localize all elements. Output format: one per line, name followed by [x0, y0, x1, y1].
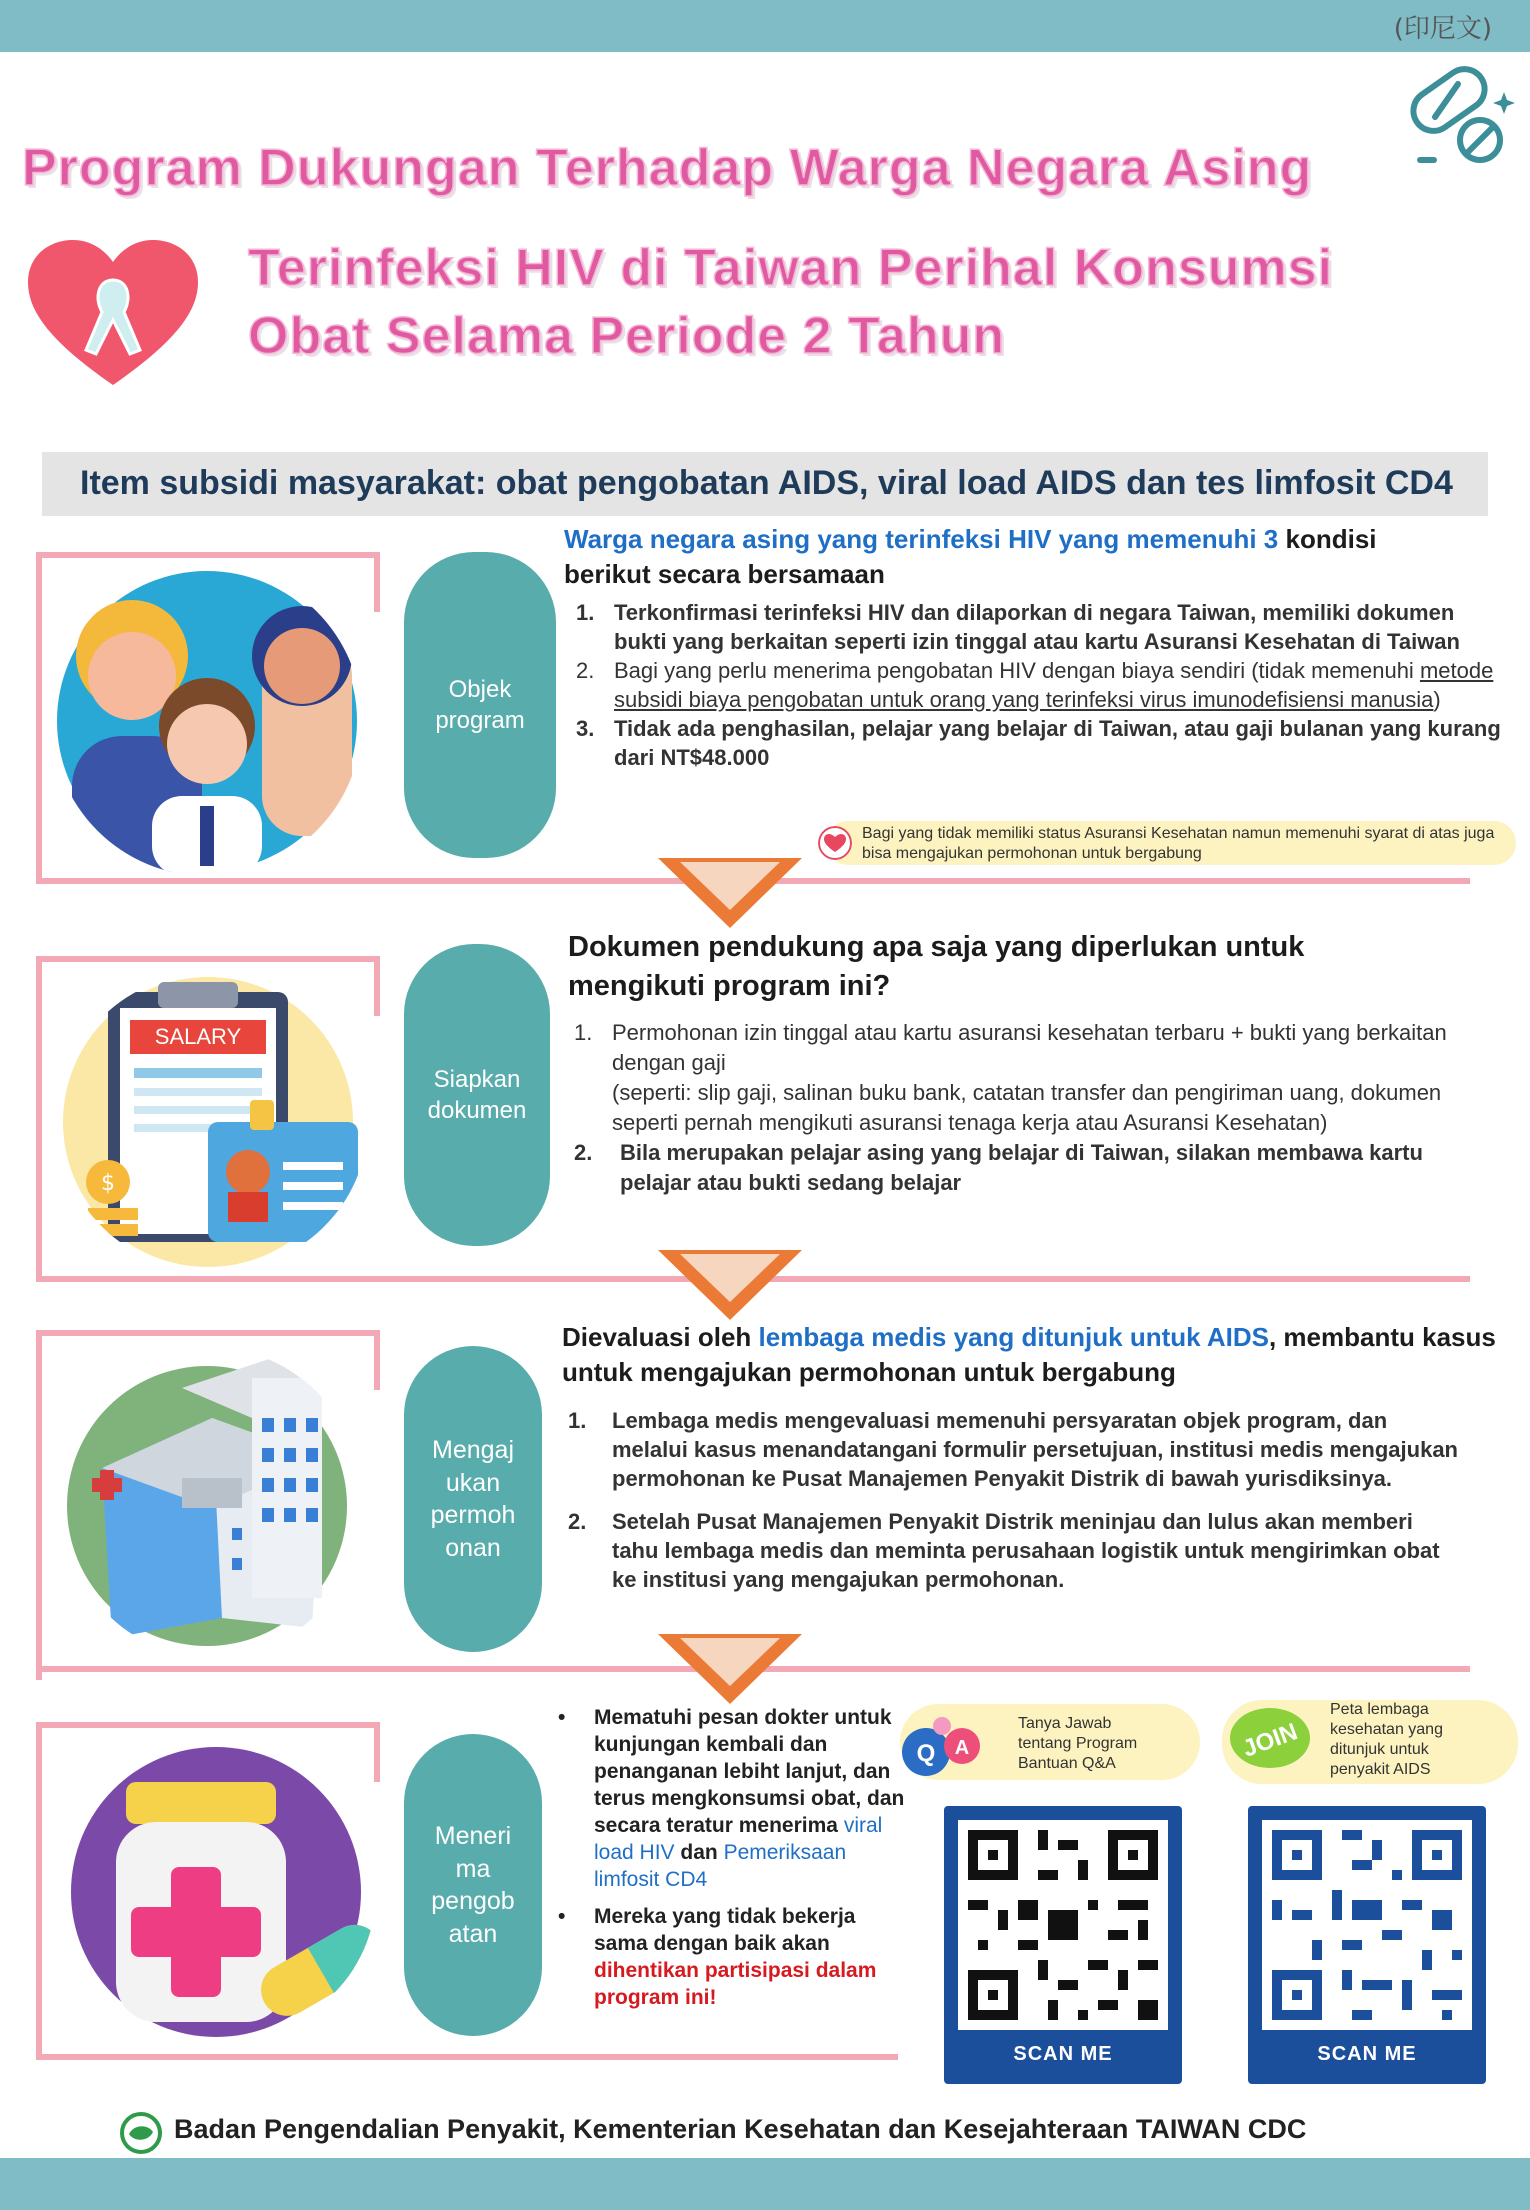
section1-frame-left — [36, 552, 42, 884]
qa-qr-code[interactable] — [944, 1806, 1182, 2084]
list-text: Bagi yang perlu menerima pengobatan HIV dengan biaya sendiri (tidak memenuhi — [614, 658, 1420, 683]
map-bubble-text: Peta lembaga kesehatan yang ditunjuk untuk penyakit AIDS — [1330, 1701, 1443, 1778]
list-text-close: ) — [1433, 687, 1441, 712]
hospital-illustration — [62, 1348, 362, 1658]
language-tag: (印尼文) — [1393, 14, 1492, 44]
section2-frame-top — [36, 956, 380, 962]
section1-heading — [564, 522, 1464, 592]
step-arrow-2-inner — [680, 1254, 780, 1302]
section4-bullets — [556, 1704, 906, 2021]
viral-load-text: viral load HIV — [594, 1814, 883, 1864]
list-text: Terkonfirmasi terinfeksi HIV dan dilaporkan di negara Taiwan, memiliki dokumen bukti yang berkaitan seperti izin tinggal atau kartu Asuransi Kesehatan di Taiwan — [614, 600, 1460, 654]
list-number: 2. — [568, 1509, 587, 1534]
section2-heading: Dokumen pendukung apa saja yang diperlukan untuk mengikuti program ini? — [568, 931, 1305, 1003]
list-text: Setelah Pusat Manajemen Penyakit Distrik meninjau dan lulus akan memberi tahu lembaga medis dan meminta perusahaan logistik untuk mengirimkan obat ke institusi yang mengajukan permohonan. — [612, 1509, 1440, 1592]
top-bar — [0, 0, 1530, 52]
list-number: 1. — [574, 1020, 593, 1045]
section3-frame-left — [36, 1330, 42, 1680]
medicine-illustration — [56, 1742, 376, 2042]
subsidy-method-underline: metode subsidi biaya pengobatan untuk orang yang terinfeksi virus imunodefisiensi manusia — [614, 658, 1494, 712]
section3-heading-a: Dievaluasi oleh — [562, 1322, 759, 1352]
list-item — [568, 598, 1508, 656]
svg-text:A: A — [954, 1737, 970, 1759]
map-qr-code[interactable] — [1248, 1806, 1486, 2084]
footer-agency — [174, 2114, 1306, 2145]
list-number: 1. — [568, 1408, 587, 1433]
scan-me-label: SCAN ME — [1013, 2043, 1113, 2065]
section3-list — [560, 1406, 1460, 1594]
footer-text: Badan Pengendalian Penyakit, Kementerian Kesehatan dan Kesejahteraan TAIWAN CDC — [174, 2114, 1307, 2144]
heart-ribbon-icon — [28, 240, 198, 390]
qr-code-icon — [958, 1820, 1168, 2030]
bullet-item — [556, 1903, 906, 2011]
section3-frame-top — [36, 1330, 380, 1336]
list-item — [566, 1018, 1486, 1138]
bullet-text-join: dan — [674, 1841, 724, 1864]
section4-frame-left — [36, 1722, 42, 2060]
people-illustration — [52, 566, 362, 876]
section2-frame-right — [374, 956, 380, 1016]
list-item — [566, 1138, 1486, 1198]
section2-label: Siapkan dokumen — [404, 944, 550, 1246]
list-text: Lembaga medis mengevaluasi memenuhi persyaratan objek program, dan melalui kasus menandatangani formulir persetujuan, institusi medis mengajukan permohonan ke Pusat Manajemen Penyakit Distrik di bawah yurisdiksinya. — [612, 1408, 1458, 1491]
page-title-line-2: Terinfeksi HIV di Taiwan Perihal Konsumsi — [248, 239, 1334, 297]
section3-heading-b: , membantu kasus untuk mengajukan permohonan untuk bergabung — [562, 1322, 1496, 1388]
section4-label: Meneri ma pengob atan — [404, 1734, 542, 2036]
qa-icon — [898, 1716, 990, 1786]
scan-me-label: SCAN ME — [1317, 2043, 1417, 2065]
list-subtext: (seperti: slip gaji, salinan buku bank, catatan transfer dan pengiriman uang, dokumen seperti pernah mengikuti asuransi tenaga kerja atau Asuransi Kesehatan) — [612, 1080, 1442, 1135]
list-item — [560, 1507, 1460, 1594]
list-number: 2. — [574, 1140, 593, 1165]
section4-frame-bottom — [36, 2054, 898, 2060]
section3-heading — [562, 1320, 1502, 1390]
qa-bubble-text: Tanya Jawab tentang Program Bantuan Q&A — [1018, 1715, 1138, 1772]
list-item — [560, 1406, 1460, 1493]
section4-frame-top — [36, 1722, 380, 1728]
qr-area — [958, 1820, 1168, 2030]
heart-icon — [818, 826, 852, 860]
section1-heading-blue: Warga negara asing yang terinfeksi HIV yang memenuhi 3 — [564, 524, 1279, 554]
subsidy-banner: Item subsidi masyarakat: obat pengobatan AIDS, viral load AIDS dan tes limfosit CD4 — [42, 452, 1488, 516]
section1-frame-top — [36, 552, 380, 558]
taiwan-cdc-logo — [120, 2112, 162, 2154]
list-text: Tidak ada penghasilan, pelajar yang belajar di Taiwan, atau gaji bulanan yang kurang dari NT$48.000 — [614, 716, 1501, 770]
bullet-item — [556, 1704, 906, 1893]
cd4-test-text: Pemeriksaan limfosit CD4 — [594, 1841, 847, 1891]
list-text: Bila merupakan pelajar asing yang belajar di Taiwan, silakan membawa kartu pelajar atau bukti sedang belajar — [620, 1140, 1423, 1195]
pill-icon — [1400, 62, 1520, 172]
designated-medical-institution: lembaga medis yang ditunjuk untuk AIDS — [758, 1322, 1269, 1352]
svg-text:Q: Q — [916, 1740, 936, 1767]
join-icon — [1222, 1700, 1322, 1784]
list-item — [568, 656, 1508, 714]
list-number: 3. — [576, 716, 595, 741]
list-number: 2. — [576, 658, 595, 683]
section3-label: Mengaj ukan permoh onan — [404, 1346, 542, 1652]
salary-document-illustration — [58, 972, 368, 1272]
list-item — [568, 714, 1508, 772]
section3-frame-right — [374, 1330, 380, 1390]
join-tag: JOIN — [1239, 1718, 1302, 1763]
salary-tag: SALARY — [154, 1024, 242, 1049]
qr-area — [1262, 1820, 1472, 2030]
bottom-bar — [0, 2158, 1530, 2210]
page-title-line-3: Obat Selama Periode 2 Tahun — [248, 307, 1006, 365]
section2-list — [566, 1018, 1486, 1198]
termination-warning: dihentikan partisipasi dalam program ini! — [594, 1959, 877, 2009]
section1-frame-right — [374, 552, 380, 612]
list-text: Permohonan izin tinggal atau kartu asuransi kesehatan terbaru + bukti yang berkaitan dengan gaji — [612, 1020, 1447, 1075]
section1-list — [568, 598, 1508, 772]
svg-text:$: $ — [101, 1171, 115, 1196]
bullet-text: Mematuhi pesan dokter untuk kunjungan kembali dan penanganan lebiht lanjut, dan terus mengkonsumsi obat, dan secara teratur menerima — [594, 1706, 905, 1837]
step-arrow-3-inner — [680, 1638, 780, 1686]
list-number: 1. — [576, 600, 595, 625]
insurance-note: Bagi yang tidak memiliki status Asuransi Kesehatan namun memenuhi syarat di atas juga bisa mengajukan permohonan untuk bergabung — [826, 821, 1516, 865]
qr-code-icon — [1262, 1820, 1472, 2030]
section2-frame-left — [36, 956, 42, 1282]
section1-label: Objek program — [404, 552, 556, 858]
step-arrow-1-inner — [680, 862, 780, 910]
bullet-text: Mereka yang tidak bekerja sama dengan baik akan — [594, 1905, 856, 1955]
page-title-line-1: Program Dukungan Terhadap Warga Negara Asing — [22, 139, 1313, 197]
section1-heading-rest: kondisi berikut secara bersamaan — [564, 524, 1377, 590]
section4-frame-right — [374, 1722, 380, 1782]
